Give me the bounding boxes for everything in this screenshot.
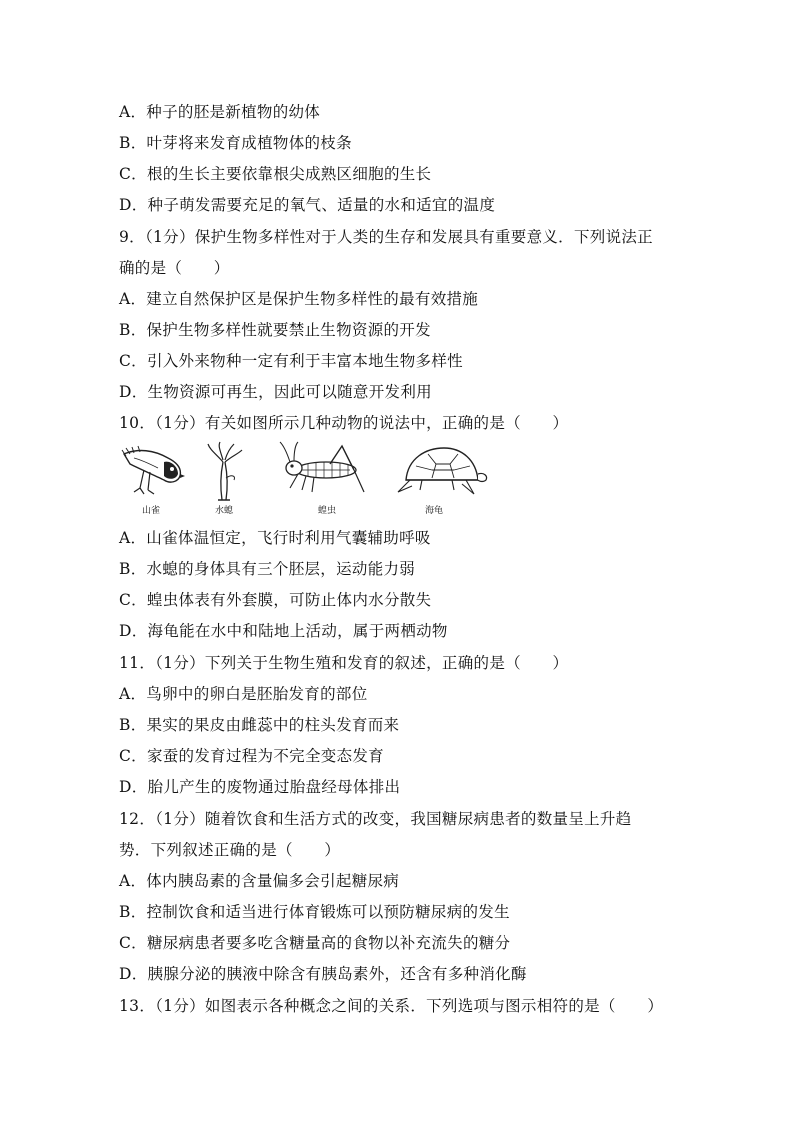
q12-stem-line2: 势．下列叙述正确的是（ ） [119, 841, 341, 859]
q12-stem-line1: 12．（1分）随着饮食和生活方式的改变，我国糖尿病患者的数量呈上升趋 [119, 810, 632, 828]
q8-option-b: B．叶芽将来发育成植物体的枝条 [119, 134, 352, 152]
q12-option-b: B．控制饮食和适当进行体育锻炼可以预防糖尿病的发生 [119, 903, 510, 921]
tit-label: 山雀 [142, 506, 161, 516]
hydra-illustration [204, 440, 244, 502]
locust-label: 蝗虫 [318, 506, 337, 516]
q12-option-a: A．体内胰岛素的含量偏多会引起糖尿病 [119, 872, 400, 890]
q9-option-b: B．保护生物多样性就要禁止生物资源的开发 [119, 321, 431, 339]
q11-option-c: C．家蚕的发育过程为不完全变态发育 [119, 747, 384, 765]
q11-option-a: A．鸟卵中的卵白是胚胎发育的部位 [119, 685, 368, 703]
q9-option-a: A．建立自然保护区是保护生物多样性的最有效措施 [119, 290, 479, 308]
q10-option-a: A．山雀体温恒定，飞行时利用气囊辅助呼吸 [119, 529, 431, 547]
q9-stem-line2: 确的是（ ） [119, 259, 230, 277]
q9-option-d: D．生物资源可再生，因此可以随意开发利用 [119, 383, 432, 401]
locust-illustration [278, 440, 368, 502]
q12-option-c: C．糖尿病患者要多吃含糖量高的食物以补充流失的糖分 [119, 934, 511, 952]
q9-stem-line1: 9．（1分）保护生物多样性对于人类的生存和发展具有重要意义．下列说法正 [119, 228, 653, 246]
q11-stem: 11．（1分）下列关于生物生殖和发育的叙述，正确的是（ ） [119, 654, 569, 672]
q11-option-b: B．果实的果皮由雌蕊中的柱头发育而来 [119, 716, 400, 734]
q10-animal-figure [120, 440, 490, 520]
q10-option-c: C．蝗虫体表有外套膜，可防止体内水分散失 [119, 591, 432, 609]
q10-option-d: D．海龟能在水中和陆地上活动，属于两栖动物 [119, 622, 448, 640]
sea-turtle-label: 海龟 [425, 506, 444, 516]
q12-option-d: D．胰腺分泌的胰液中除含有胰岛素外，还含有多种消化酶 [119, 965, 527, 983]
q10-stem: 10．（1分）有关如图所示几种动物的说法中，正确的是（ ） [119, 414, 569, 432]
q8-option-a: A．种子的胚是新植物的幼体 [119, 103, 321, 121]
q9-option-c: C．引入外来物种一定有利于丰富本地生物多样性 [119, 352, 463, 370]
q10-option-b: B．水螅的身体具有三个胚层，运动能力弱 [119, 560, 416, 578]
sea-turtle-illustration [392, 440, 488, 502]
q8-option-c: C．根的生长主要依靠根尖成熟区细胞的生长 [119, 165, 432, 183]
q11-option-d: D．胎儿产生的废物通过胎盘经母体排出 [119, 778, 401, 796]
tit-bird-illustration [120, 440, 186, 502]
q13-stem: 13．（1分）如图表示各种概念之间的关系．下列选项与图示相符的是（ ） [119, 997, 664, 1015]
hydra-label: 水螅 [215, 506, 234, 516]
q8-option-d: D．种子萌发需要充足的氧气、适量的水和适宜的温度 [119, 196, 496, 214]
